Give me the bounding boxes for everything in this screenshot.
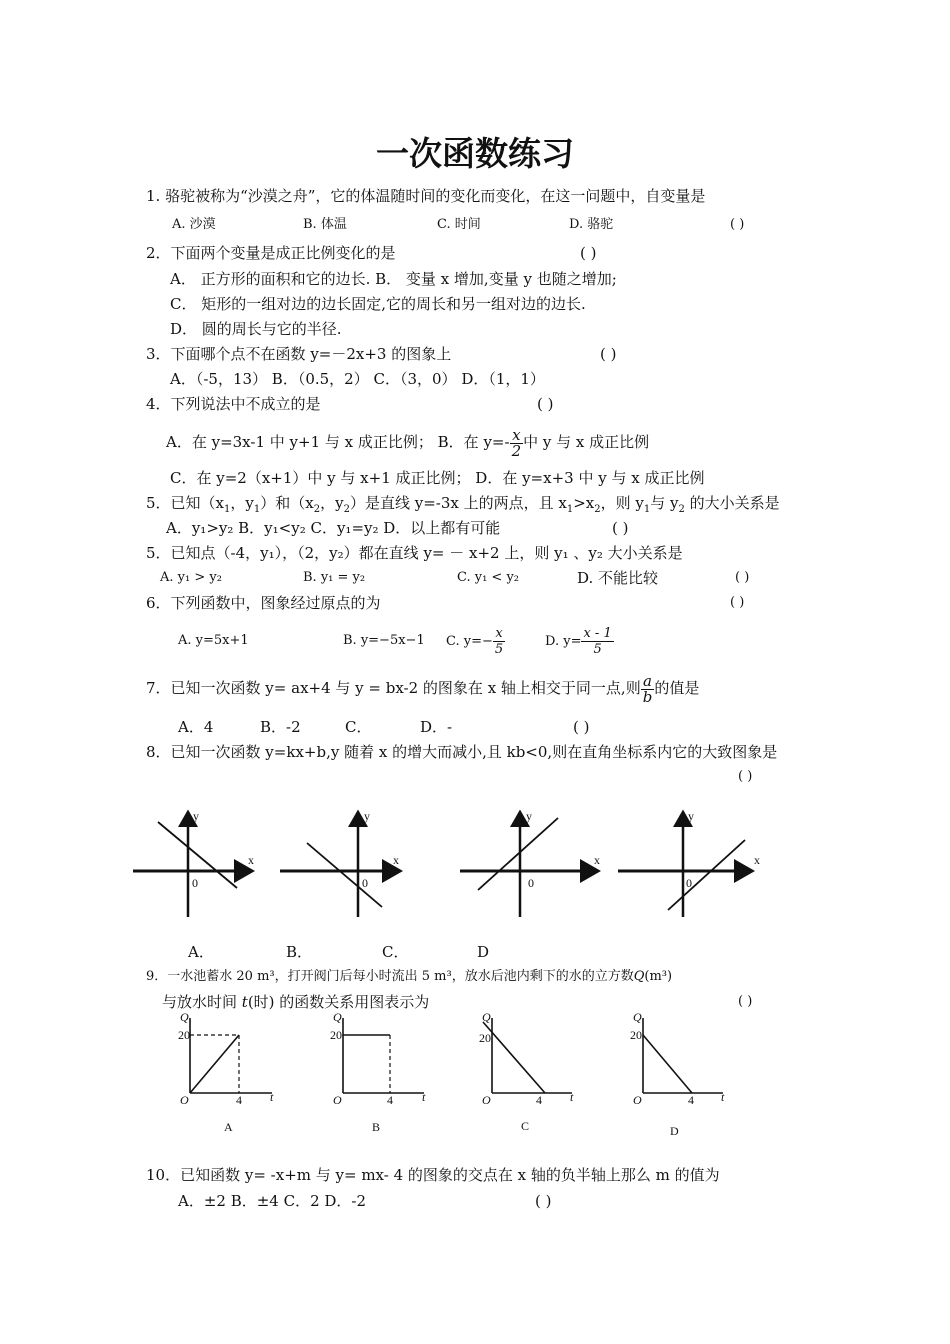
q5-answer-bracket: ( ) [612,519,629,537]
q5b-option-a: A. y₁ > y₂ [160,570,222,585]
q8-label-c: C． [382,943,409,961]
value-20: 20 [330,1028,342,1042]
q3-answer-bracket: ( ) [600,345,617,363]
fraction-denominator: 5 [593,642,602,657]
q5b-option-d: D. 不能比较 [577,569,659,587]
q2-answer-bracket: ( ) [580,244,597,262]
q4-answer-bracket: ( ) [537,395,554,413]
x-label: x [393,853,399,867]
q3-options: A．（-5，13） B．（0.5，2） C．（3，0） D．（1，1） [170,370,545,388]
q5b-stem: 5．已知点（-4，y₁），（2，y₂）都在直线 y= － x+2 上，则 y₁ 、y₂ 大小关系是 [146,544,683,562]
q9-stem-text: (时) 的函数关系用图表示为 [247,993,430,1011]
q5-stem-part: 5．已知（x [146,494,225,512]
subscript: 1 [253,504,261,515]
q7-option-b: B．-2 [260,718,301,736]
q1-option-b: B. 体温 [303,217,347,232]
q10-stem: 10．已知函数 y= -x+m 与 y= mx- 4 的图象的交点在 x 轴的负半轴上那么 m 的值为 [146,1166,720,1184]
q4-option-cd: C．在 y=2（x+1）中 y 与 x+1 成正比例； D．在 y=x+3 中 y 与 x 成正比例 [170,469,705,487]
function-line [190,1035,239,1093]
q6-answer-bracket: ( ) [730,595,745,610]
fraction-numerator: x - 1 [583,626,612,641]
q4-stem: 4．下列说法中不成立的是 [146,395,321,413]
q6-option-b: B. y=−5x−1 [343,633,425,648]
q8-label-a: A． [188,943,214,961]
q9-stem-text: 与放水时间 [162,993,242,1011]
t-label: t [570,1090,574,1104]
fraction-denominator: 5 [494,642,504,657]
page-title: 一次函数练习 [376,134,574,173]
value-4: 4 [236,1093,242,1107]
q2-option-d: D． 圆的周长与它的半径. [170,320,342,338]
origin-label: O [633,1093,642,1107]
q2-option-c: C． 矩形的一组对边的边长固定,它的周长和另一组对边的边长. [170,295,586,313]
origin-label: 0 [686,876,692,890]
origin-label: O [482,1093,491,1107]
value-20: 20 [630,1028,642,1042]
q4-option-ab-text: A．在 y=3x-1 中 y+1 与 x 成正比例； B．在 y=- [166,433,510,451]
q5b-option-b: B. y₁ = y₂ [303,570,366,585]
subscript: 1 [566,504,574,515]
value-4: 4 [536,1093,542,1107]
q1-option-d: D. 骆驼 [569,217,614,232]
q9-stem-unit: (m³) [644,969,673,984]
q9-stem-q: Q [633,969,645,984]
q5-stem-part: ）和（x [260,494,314,512]
graph-label-a: A [224,1120,233,1134]
q8-answer-bracket: ( ) [738,769,753,784]
x-label: x [754,853,760,867]
q5-stem-part: ，则 y [600,494,644,512]
q6-stem: 6．下列函数中，图象经过原点的为 [146,594,381,612]
q7-stem-text: 7．已知一次函数 y= ax+4 与 y = bx-2 的图象在 x 轴上相交于同一点,则 [146,679,641,697]
q-label: Q [633,1010,642,1024]
fraction-numerator: x [493,626,505,642]
value-4: 4 [387,1093,393,1107]
subscript: 1 [224,504,231,515]
q7-option-d: D．- [420,718,453,736]
q5-stem-part: ，y [230,494,254,512]
q9-stem-t: t [241,993,248,1011]
origin-label: 0 [528,876,534,890]
q2-stem: 2．下面两个变量是成正比例变化的是 [146,244,396,262]
origin-label: 0 [362,876,368,890]
q7-answer-bracket: ( ) [573,718,590,736]
function-line [643,1035,692,1093]
fraction-numerator: a [641,674,655,690]
q9-graph-b [330,1010,426,1134]
q1-stem: 1. 骆驼被称为“沙漠之舟”，它的体温随时间的变化而变化，在这一问题中，自变量是 [146,187,706,205]
subscript: 2 [343,504,350,515]
t-label: t [270,1090,274,1104]
subscript: 2 [594,504,601,515]
q8-label-b: B． [286,943,313,961]
origin-label: O [333,1093,342,1107]
value-20: 20 [479,1031,491,1045]
y-label: y [364,809,370,823]
q3-stem: 3．下面哪个点不在函数 y=－2x+3 的图象上 [146,345,452,363]
q9-graph-c [479,1010,574,1133]
y-label: y [526,809,532,823]
graph-label-b: B [372,1120,381,1134]
q6-option-a: A. y=5x+1 [178,633,249,648]
q2-option-ab: A． 正方形的面积和它的边长. B． 变量 x 增加,变量 y 也随之增加; [170,270,617,288]
q5-stem-part: 的大小关系是 [684,494,780,512]
q6-option-d-prefix: D. y= [545,634,582,649]
value-20: 20 [178,1028,190,1042]
q9-stem-text: 9．一水池蓄水 20 m³，打开阀门后每小时流出 5 m³，放水后池内剩下的水的立方数 [146,969,634,984]
fraction-denominator: b [642,687,653,706]
q10-options: A．±2 B．±4 C．2 D．-2 [178,1192,367,1210]
y-label: y [193,809,199,823]
q6-option-c-prefix: C. y=− [446,634,493,649]
graph-label-d: D [670,1124,679,1138]
q5-stem-part: 与 y [650,494,679,512]
q5-stem-part: >x [573,494,595,512]
q4-option-b-tail: 中 y 与 x 成正比例 [523,433,650,451]
origin-label: O [180,1093,189,1107]
fraction-numerator: x [510,428,524,444]
q8-stem: 8．已知一次函数 y=kx+b,y 随着 x 的增大而减小,且 kb<0,则在直角坐标系内它的大致图象是 [146,743,778,761]
q10-answer-bracket: ( ) [535,1192,552,1210]
q7-option-a: A．4 [178,718,214,736]
y-label: y [688,809,694,823]
q9-graph-a [178,1010,274,1134]
q-label: Q [180,1010,189,1024]
q8-label-d: D [477,943,490,961]
origin-label: 0 [192,876,198,890]
subscript: 2 [678,504,685,515]
q7-stem-tail: 的值是 [654,679,700,697]
graph-label-c: C [521,1119,530,1133]
fraction-denominator: 2 [511,441,522,460]
q5-options: A．y₁>y₂ B．y₁<y₂ C．y₁=y₂ D．以上都有可能 [166,519,501,537]
q9-graph-d [630,1010,725,1138]
value-4: 4 [688,1093,694,1107]
q5-stem-part: ）是直线 y=-3x 上的两点，且 x [349,494,567,512]
q5b-option-c: C. y₁ < y₂ [457,570,520,585]
t-label: t [721,1090,725,1104]
q-label: Q [333,1010,342,1024]
q1-answer-bracket: ( ) [730,217,745,232]
q-label: Q [482,1010,491,1024]
x-label: x [248,853,254,867]
q5b-answer-bracket: ( ) [735,570,750,585]
subscript: 1 [643,504,651,515]
q9-answer-bracket: ( ) [738,994,753,1009]
x-label: x [594,853,600,867]
t-label: t [422,1090,426,1104]
subscript: 2 [313,504,321,515]
q1-option-c: C. 时间 [437,217,481,232]
q7-option-c: C． [345,718,372,736]
q1-option-a: A. 沙漠 [172,217,216,232]
q5-stem-part: ，y [320,494,344,512]
